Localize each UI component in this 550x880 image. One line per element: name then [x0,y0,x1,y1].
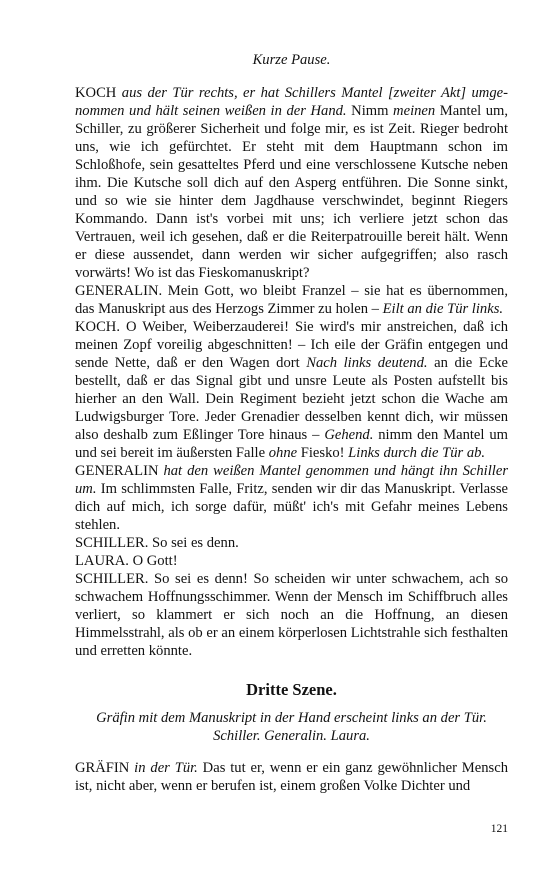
dialogue-text: an die Ecke bestellt, daß er das Signal gibt und unsre Leute als Posten aufstellt bis hierher an den Wall. Dein Regiment bezieht jetzt schon die Wache am Ludwigsburger Tore. Jeder Grenadier desselben kennt dich, wir müssen also deshalb zum Eßlinger Tore hinaus – [75,355,508,443]
stage-direction: Links durch die Tür ab. [348,445,486,461]
speaker-name: KOCH. [75,319,120,335]
stage-direction: Nach links deutend. [306,355,428,371]
stage-direction: Eilt an die Tür links. [382,301,504,317]
dialogue-paragraph [75,552,508,570]
stage-direction: hat den weißen Mantel genommen und hängt ihn Schiller um. [75,463,508,497]
dialogue-paragraph [75,534,508,552]
speaker-name: GRÄFIN [75,760,130,776]
dialogue-paragraph [75,318,508,462]
scene-heading: Dritte Szene. [246,680,337,699]
dialogue-text: So sei es denn. [148,535,239,551]
scene-direction-line-2: Schiller. Generalin. Laura. [213,728,370,744]
dialogue-text: O Gott! [128,553,178,569]
dialogue-text: So sei es denn! So scheiden wir unter schwachem, ach so schwachem Hoffnungsschimmer. Wenn der Mensch im Schiffbruch alles verliert, so klammert er sich noch an die Hoffnung, an diesen Himmelsstrahl, als ob er an einem körperlosen Lichtstrahle sich festhalten und erretten könnte. [75,571,508,659]
scene-stage-direction [75,709,508,745]
scene-direction-line-1: Gräfin mit dem Manuskript in der Hand erscheint links an der Tür. [96,710,487,726]
dialogue-paragraph [75,462,508,534]
stage-direction: ohne [268,445,298,461]
stage-direction: meinen [393,103,436,119]
speaker-name: GENERALIN. [75,283,163,299]
speaker-name: SCHILLER. [75,571,149,587]
dialogue-block [75,84,508,660]
dialogue-paragraph [75,84,508,282]
dialogue-text: Mein Gott, wo bleibt Franzel – sie hat es übernommen, das Manuskript aus des Herzogs Zimmer zu holen – [75,283,508,317]
stage-direction: in der Tür. [129,760,198,776]
dialogue-paragraph [75,282,508,318]
dialogue-text: Im schlimmsten Falle, Fritz, senden wir dir das Manuskript. Verlasse dich auf mich, ich sorge dafür, müßt' ich's mit Gefahr meines Lebens stehlen. [75,481,508,533]
stage-direction: aus der Tür rechts, er hat Schillers Mantel [zweiter Akt] umgenommen und hält seinen weißen in der Hand. [75,85,508,119]
dialogue-text: Nimm [346,103,394,119]
dialogue-text: Mantel um, Schiller, zu größerer Sicherheit und folge mir, es ist Zeit. Rieger bedroht uns, wie ich gefürchtet. Er steht mit dem Hauptmann schon im Schloßhofe, sein gesatteltes Pferd und eine verschlossene Kutsche neben ihm. Die Kutsche soll dich auf den Asperg entführen. Die Sonne sinkt, und so wie sie hinter dem Jagdhause verschwindet, beginnt Riegers Kommando. Dann ist's vorbei mit uns; ich verliere jetzt schon das Vertrauen, weil ich gesehen, daß er die Reiterpatrouille bereit hält. Wenn er diese aussendet, dann werden wir sicher aufgegriffen; also rasch vorwärts! Wo ist das Fieskomanuskript? [75,103,508,281]
dialogue-text: Das tut er, wenn er ein ganz gewöhnlicher Mensch ist, nicht aber, wenn er berufen ist, einem großen Volke Dichter und [75,760,508,794]
dialogue-text: O Weiber, Weiberzauderei! Sie wird's mir anstreichen, daß ich meinen Zopf voreilig abgeschnitten! – Ich eile der Gräfin entgegen und sende Nette, daß er den Wagen dort [75,319,508,371]
dialogue-text: Fiesko! [297,445,349,461]
stage-direction-pause: Kurze Pause. [252,52,331,68]
speaker-name: LAURA. [75,553,129,569]
final-paragraph [75,759,508,795]
speaker-name: GENERALIN [75,463,159,479]
speaker-name: KOCH [75,85,117,101]
speaker-name: SCHILLER. [75,535,149,551]
dialogue-text: nimm den Mantel um und sei bereit im äußersten Falle [75,427,508,461]
dialogue-paragraph [75,570,508,660]
stage-direction: Gehend. [324,427,374,443]
page-number: 121 [490,823,508,835]
